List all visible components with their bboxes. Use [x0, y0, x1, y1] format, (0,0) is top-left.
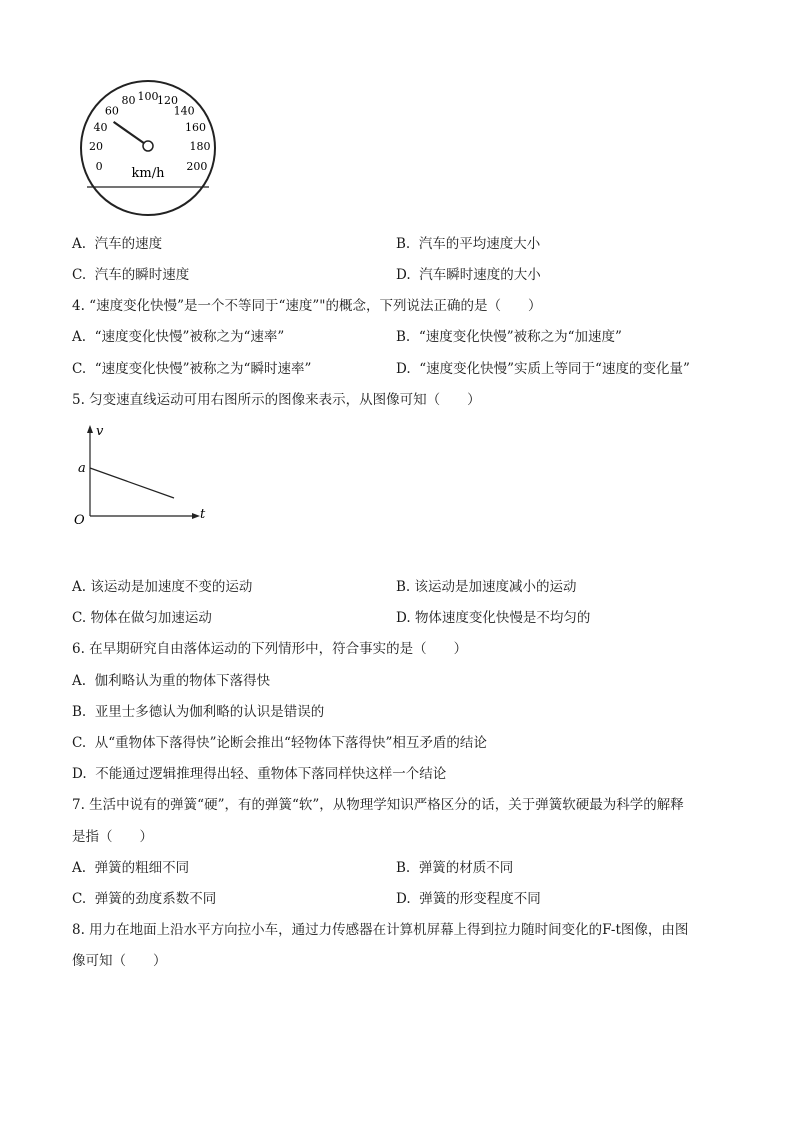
q3-option-a: A. 汽车的速度 [72, 236, 163, 252]
q8-stem-line1: 8. 用力在地面上沿水平方向拉小车，通过力传感器在计算机屏幕上得到拉力随时间变化的F-t图像，由图 [72, 922, 689, 938]
q5-option-b: B. 该运动是加速度减小的运动 [396, 579, 577, 595]
q6-option-d: D. 不能通过逻辑推理得出轻、重物体下落同样快这样一个结论 [72, 766, 447, 782]
q7-option-c: C. 弹簧的劲度系数不同 [72, 891, 217, 907]
speedometer-tick-label: 160 [185, 120, 206, 134]
q5-option-a: A. 该运动是加速度不变的运动 [72, 579, 253, 595]
q4-option-b: B. “速度变化快慢”被称之为“加速度” [396, 329, 622, 345]
v-axis-label: v [96, 424, 104, 439]
q3-option-b: B. 汽车的平均速度大小 [396, 236, 541, 252]
q4-stem: 4. “速度变化快慢”是一个不等同于“速度”"的概念，下列说法正确的是（ ） [72, 298, 542, 314]
q4-option-d: D. “速度变化快慢”实质上等同于“速度的变化量” [396, 361, 690, 377]
speedometer-tick-label: 0 [95, 159, 103, 173]
speedometer-tick-label: 40 [93, 120, 108, 134]
q5-option-c: C. 物体在做匀加速运动 [72, 610, 212, 626]
origin-label: O [74, 513, 85, 528]
q3-option-c: C. 汽车的瞬时速度 [72, 267, 190, 283]
q6-option-b: B. 亚里士多德认为伽利略的认识是错误的 [72, 704, 325, 720]
speedometer-tick-label: 60 [104, 104, 119, 118]
q4-option-c: C. “速度变化快慢”被称之为“瞬时速率” [72, 361, 312, 377]
t-axis-label: t [200, 507, 206, 522]
q7-stem-line1: 7. 生活中说有的弹簧“硬”，有的弹簧“软”，从物理学知识严格区分的话，关于弹簧软硬最为科学的解释 [72, 797, 684, 813]
vt-line [90, 468, 174, 498]
q7-option-a: A. 弹簧的粗细不同 [72, 860, 190, 876]
speedometer-figure [73, 78, 223, 223]
q7-stem-line2: 是指（ ） [72, 829, 153, 845]
v-axis-arrow [87, 425, 93, 433]
q3-option-d: D. 汽车瞬时速度的大小 [396, 267, 541, 283]
speedometer-tick-label: 100 [137, 90, 159, 103]
q7-option-d: D. 弹簧的形变程度不同 [396, 891, 541, 907]
speedometer-tick-label: 180 [189, 140, 211, 154]
vt-graph [70, 422, 210, 532]
needle-hub [143, 141, 153, 151]
q8-stem-line2: 像可知（ ） [72, 953, 167, 969]
speedometer-unit: km/h [131, 166, 165, 181]
q4-option-a: A. “速度变化快慢”被称之为“速率” [72, 329, 285, 345]
q6-option-c: C. 从“重物体下落得快”论断会推出“轻物体下落得快”相互矛盾的结论 [72, 735, 487, 751]
intercept-label: a [78, 461, 86, 476]
q5-stem: 5. 匀变速直线运动可用右图所示的图像来表示，从图像可知（ ） [72, 392, 481, 408]
speedometer-tick-label: 80 [121, 93, 136, 107]
q6-option-a: A. 伽利略认为重的物体下落得快 [72, 673, 271, 689]
q7-option-b: B. 弹簧的材质不同 [396, 860, 514, 876]
q5-option-d: D. 物体速度变化快慢是不均匀的 [396, 610, 591, 626]
speedometer-tick-label: 20 [89, 140, 103, 154]
t-axis-arrow [192, 513, 200, 519]
speedometer-tick-label: 200 [186, 159, 208, 173]
speedometer-tick-label: 140 [173, 104, 195, 118]
q6-stem: 6. 在早期研究自由落体运动的下列情形中，符合事实的是（ ） [72, 641, 468, 657]
speedometer-tick-label: 120 [157, 93, 178, 107]
